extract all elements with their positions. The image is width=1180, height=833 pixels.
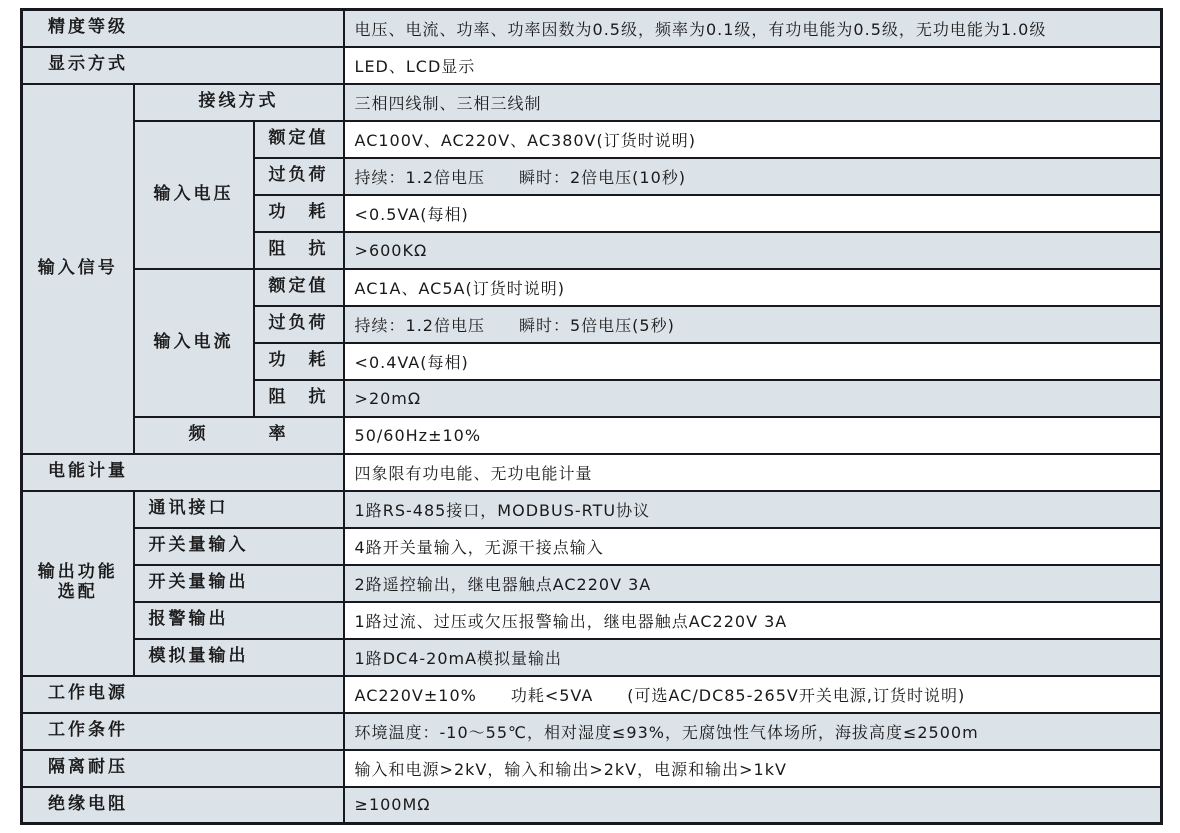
working-conditions-value: 环境温度：-10～55℃，相对湿度≤93%，无腐蚀性气体场所，海拔高度≤2500m [344, 713, 1162, 750]
table-row [22, 787, 1162, 824]
current-rated-label: 额定值 [254, 269, 344, 306]
input-voltage-label: 输入电压 [134, 121, 254, 269]
current-impedance-value: >20mΩ [344, 380, 1162, 417]
wiring-label: 接线方式 [134, 84, 344, 121]
voltage-impedance-label: 阻 抗 [254, 232, 344, 269]
table-row [22, 121, 1162, 158]
current-consumption-value: <0.4VA(每相) [344, 343, 1162, 380]
table-row [22, 491, 1162, 528]
digital-input-value: 4路开关量输入，无源干接点输入 [344, 528, 1162, 565]
voltage-consumption-label: 功 耗 [254, 195, 344, 232]
display-label: 显示方式 [22, 47, 344, 84]
table-row [22, 10, 1162, 47]
table-row [22, 417, 1162, 454]
table-row [22, 750, 1162, 787]
current-impedance-label: 阻 抗 [254, 380, 344, 417]
voltage-overload-label: 过负荷 [254, 158, 344, 195]
current-overload-value: 持续：1.2倍电压 瞬时：5倍电压(5秒) [344, 306, 1162, 343]
digital-input-label: 开关量输入 [134, 528, 344, 565]
current-rated-value: AC1A、AC5A(订货时说明) [344, 269, 1162, 306]
voltage-rated-value: AC100V、AC220V、AC380V(订货时说明) [344, 121, 1162, 158]
comm-interface-value: 1路RS-485接口，MODBUS-RTU协议 [344, 491, 1162, 528]
isolation-voltage-label: 隔离耐压 [22, 750, 344, 787]
working-conditions-label: 工作条件 [22, 713, 344, 750]
table-row [22, 602, 1162, 639]
table-row [22, 565, 1162, 602]
digital-output-value: 2路遥控输出，继电器触点AC220V 3A [344, 565, 1162, 602]
spec-table [20, 8, 1163, 825]
table-row [22, 269, 1162, 306]
voltage-consumption-value: <0.5VA(每相) [344, 195, 1162, 232]
accuracy-label: 精度等级 [22, 10, 344, 47]
voltage-overload-value: 持续：1.2倍电压 瞬时：2倍电压(10秒) [344, 158, 1162, 195]
digital-output-label: 开关量输出 [134, 565, 344, 602]
power-supply-value: AC220V±10% 功耗<5VA (可选AC/DC85-265V开关电源,订货时说明) [344, 676, 1162, 713]
insulation-resistance-label: 绝缘电阻 [22, 787, 344, 824]
input-current-label: 输入电流 [134, 269, 254, 417]
energy-metering-label: 电能计量 [22, 454, 344, 491]
voltage-impedance-value: >600KΩ [344, 232, 1162, 269]
insulation-resistance-value: ≥100MΩ [344, 787, 1162, 824]
table-row [22, 84, 1162, 121]
analog-output-value: 1路DC4-20mA模拟量输出 [344, 639, 1162, 676]
energy-metering-value: 四象限有功电能、无功电能计量 [344, 454, 1162, 491]
input-signal-label: 输入信号 [22, 84, 134, 454]
table-row [22, 713, 1162, 750]
table-row [22, 528, 1162, 565]
table-row [22, 454, 1162, 491]
table-row [22, 639, 1162, 676]
output-functions-label: 输出功能 选配 [22, 491, 134, 676]
analog-output-label: 模拟量输出 [134, 639, 344, 676]
comm-interface-label: 通讯接口 [134, 491, 344, 528]
power-supply-label: 工作电源 [22, 676, 344, 713]
voltage-rated-label: 额定值 [254, 121, 344, 158]
frequency-label: 频 率 [134, 417, 344, 454]
alarm-output-label: 报警输出 [134, 602, 344, 639]
wiring-value: 三相四线制、三相三线制 [344, 84, 1162, 121]
current-consumption-label: 功 耗 [254, 343, 344, 380]
frequency-value: 50/60Hz±10% [344, 417, 1162, 454]
isolation-voltage-value: 输入和电源>2kV，输入和输出>2kV，电源和输出>1kV [344, 750, 1162, 787]
alarm-output-value: 1路过流、过压或欠压报警输出，继电器触点AC220V 3A [344, 602, 1162, 639]
table-row [22, 676, 1162, 713]
current-overload-label: 过负荷 [254, 306, 344, 343]
accuracy-value: 电压、电流、功率、功率因数为0.5级，频率为0.1级，有功电能为0.5级，无功电能为1.0级 [344, 10, 1162, 47]
table-row [22, 47, 1162, 84]
display-value: LED、LCD显示 [344, 47, 1162, 84]
